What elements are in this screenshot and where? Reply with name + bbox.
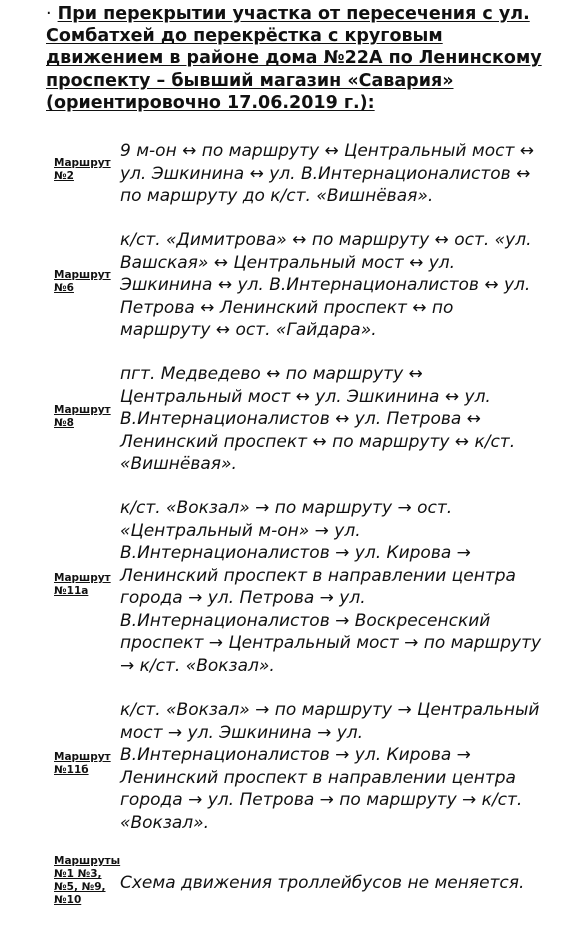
route-description: 9 м-он ↔ по маршруту ↔ Центральный мост ↔ ул. Эшкинина ↔ ул. В.Интернационалистов ↔ по маршруту до к/ст. «Вишнёвая». — [120, 141, 535, 206]
bullet-marker: · — [46, 4, 52, 24]
route-description: Схема движения троллейбусов не меняется. — [120, 873, 525, 893]
route-label[interactable]: Маршрут №6 — [54, 269, 111, 294]
route-description: пгт. Медведево ↔ по маршруту ↔ Центральный мост ↔ ул. Эшкинина ↔ ул. В.Интернационалистов ↔ ул. Петрова ↔ Ленинский проспект ↔ по маршруту ↔ к/ст. «Вишнёвая». — [120, 364, 516, 474]
section-heading — [46, 3, 546, 114]
route-description: к/ст. «Димитрова» ↔ по маршруту ↔ ост. «ул. Вашская» ↔ Центральный мост ↔ ул. Эшкинина ↔ ул. В.Интернационалистов ↔ ул. Петрова ↔ Ленинский проспект ↔ по маршруту ↔ ост. «Гайдара». — [120, 230, 532, 340]
route-label[interactable]: Маршрут №11б — [54, 751, 111, 776]
route-label[interactable]: Маршрут №2 — [54, 157, 111, 182]
route-label[interactable]: Маршруты №1 №3, №5, №9, №10 — [54, 855, 121, 906]
route-label[interactable]: Маршрут №8 — [54, 404, 111, 429]
route-label[interactable]: Маршрут №11а — [54, 572, 111, 597]
heading-text: При перекрытии участка от пересечения с ул. Сомбатхей до перекрёстка с круговым движением в районе дома №22А по Ленинскому проспекту – бывший магазин «Савария» (ориентировочно 17.06.2019 г.): — [46, 4, 542, 113]
route-description: к/ст. «Вокзал» → по маршруту → Центральный мост → ул. Эшкинина → ул. В.Интернационалистов → ул. Кирова → Ленинский проспект в направлении центра города → ул. Петрова → по маршруту → к/ст. «Вокзал». — [120, 700, 540, 833]
route-description: к/ст. «Вокзал» → по маршруту → ост. «Центральный м-он» → ул. В.Интернационалистов → ул. Кирова → Ленинский проспект в направлении центра города → ул. Петрова → ул. В.Интернационалистов → Воскресенский проспект → Центральный мост → по маршруту → к/ст. «Вокзал». — [120, 498, 542, 676]
